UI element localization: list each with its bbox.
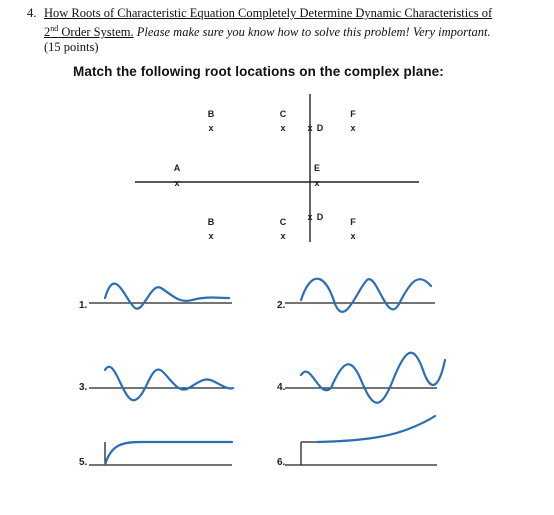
root-marker-b-upper: x (208, 123, 214, 133)
root-label-e: E (313, 163, 321, 173)
root-label-c-lower: C (279, 217, 287, 227)
response-number-3: 3. (79, 382, 88, 393)
figure-prompt: Match the following root locations on the complex plane: (73, 64, 444, 79)
root-marker-e: x (314, 178, 320, 188)
root-label-f-upper: F (350, 109, 356, 119)
response-number-5: 5. (79, 457, 88, 468)
response-curve-6 (317, 416, 435, 442)
root-marker-f-upper: x (350, 123, 356, 133)
root-marker-c-lower: x (280, 231, 286, 241)
question-body (44, 6, 549, 55)
root-label-a: A (173, 163, 181, 173)
figure-graphics (67, 60, 481, 511)
root-label-d-lower: D (316, 212, 324, 222)
title-ordinal: 2 (44, 25, 51, 40)
response-number-4: 4. (277, 382, 286, 393)
title-line2-text: Order System. (58, 25, 134, 40)
root-marker-b-lower: x (208, 231, 214, 241)
question-note: Please make sure you know how to solve this problem! Very important. (133, 25, 491, 40)
response-number-6: 6. (277, 457, 286, 468)
response-curve-2 (301, 279, 431, 312)
root-label-b-lower: B (207, 217, 215, 227)
textbook-figure (67, 60, 481, 511)
root-label-c-upper: C (279, 109, 287, 119)
root-marker-d-upper: x (307, 123, 313, 133)
root-label-d-upper: D (316, 123, 324, 133)
response-curve-5 (105, 442, 232, 465)
root-marker-c-upper: x (280, 123, 286, 133)
response-curve-4 (301, 353, 445, 403)
response-curve-1 (105, 284, 229, 309)
title-ordinal-suffix: nd (50, 24, 59, 33)
question-number: 4. (27, 6, 37, 20)
question-title-line1: How Roots of Characteristic Equation Completely Determine Dynamic Characteristics of (44, 6, 493, 20)
root-label-b-upper: B (207, 109, 215, 119)
response-number-2: 2. (277, 300, 286, 311)
response-curve-3 (105, 367, 233, 400)
root-marker-f-lower: x (350, 231, 356, 241)
response-number-1: 1. (79, 300, 88, 311)
root-label-f-lower: F (350, 217, 356, 227)
question-points: (15 points) (44, 40, 99, 55)
root-marker-d-lower: x (307, 212, 313, 222)
question-title-line2 (44, 25, 134, 39)
root-marker-a: x (174, 178, 180, 188)
